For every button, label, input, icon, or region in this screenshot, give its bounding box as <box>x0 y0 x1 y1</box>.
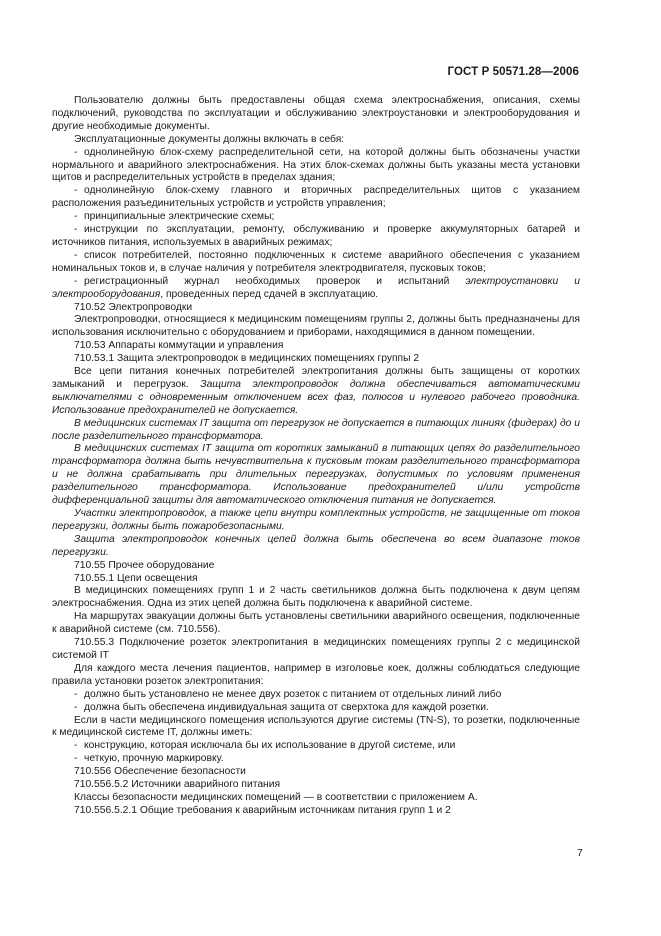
section-heading <box>52 353 580 366</box>
paragraph-text: 710.55.3 Подключение розеток электропитания в медицинских помещениях группы 2 с медицинской системой IT <box>52 637 580 661</box>
paragraph-text: 710.55 Прочее оборудование <box>74 559 215 571</box>
list-item <box>52 740 580 753</box>
paragraph-text: 710.52 Электропроводки <box>74 301 193 313</box>
paragraph-text: Пользователю должны быть предоставлены общая схема электроснабжения, описания, схемы подключений, руководства по эксплуатации и обслуживанию электроустановки и электрооборудования и другие необходимые документы. <box>52 95 580 132</box>
document-body <box>52 95 580 818</box>
paragraph <box>52 611 580 637</box>
list-dash: - <box>74 701 78 713</box>
paragraph-text: регистрационный журнал необходимых проверок и испытаний <box>84 275 466 287</box>
paragraph <box>52 134 580 147</box>
paragraph <box>52 585 580 611</box>
paragraph <box>52 534 580 560</box>
paragraph <box>52 418 580 444</box>
paragraph-text: конструкцию, которая исключала бы их использование в другой системе, или <box>84 740 456 752</box>
list-dash: - <box>74 224 78 236</box>
list-item <box>52 211 580 224</box>
paragraph <box>52 663 580 689</box>
paragraph <box>52 715 580 741</box>
paragraph-text: 710.53.1 Защита электропроводок в медицинских помещениях группы 2 <box>74 353 420 365</box>
list-dash: - <box>74 740 78 752</box>
list-item <box>52 185 580 211</box>
paragraph-text: четкую, прочную маркировку. <box>84 753 224 765</box>
list-item <box>52 276 580 302</box>
italic-text: электроустановки и электрооборудования <box>52 275 580 300</box>
paragraph-tail: , проведенных перед сдачей в эксплуатацию. <box>160 288 379 300</box>
paragraph-text: должна быть обеспечена индивидуальная защита от сверхтока для каждой розетки. <box>84 701 489 713</box>
section-heading <box>52 766 580 779</box>
list-dash: - <box>74 753 78 765</box>
paragraph <box>52 792 580 805</box>
section-heading <box>52 779 580 792</box>
paragraph <box>52 637 580 663</box>
paragraph-text: должно быть установлено не менее двух розеток с питанием от отдельных линий либо <box>84 688 502 700</box>
list-item <box>52 702 580 715</box>
paragraph-text: однолинейную блок-схему главного и вторичных распределительных щитов с указанием расположения разъединительных устройств и устройств управления; <box>52 185 580 210</box>
paragraph <box>52 95 580 134</box>
section-heading <box>52 340 580 353</box>
paragraph-text: Все цепи питания конечных потребителей электропитания должны быть защищены от коротких замыканий и перегрузок. <box>52 366 580 390</box>
standard-header: ГОСТ Р 50571.28—2006 <box>447 66 579 78</box>
paragraph <box>52 443 580 508</box>
list-item <box>52 753 580 766</box>
list-item <box>52 147 580 186</box>
italic-text: В медицинских системах IT защита от коротких замыканий в питающих цепях до разделительного трансформатора должна быть нечувствительна к пусковым токам разделительного трансформатора и не должна срабатывать при длительных перегрузках, допустимых по условиям применения разделительного трансформатора. Использование предохранителей и/или устройств дифференциальной защиты для автоматического отключения питания не допускается. <box>52 443 580 507</box>
list-dash: - <box>74 249 78 261</box>
paragraph <box>52 314 580 340</box>
paragraph-text: принципиальные электрические схемы; <box>84 211 275 223</box>
paragraph-text: На маршрутах эвакуации должны быть установлены светильники аварийного освещения, подключенные к аварийной системе (см. 710.556). <box>52 611 580 636</box>
paragraph-text: 710.556.5.2 Источники аварийного питания <box>74 779 281 791</box>
paragraph-text: Для каждого места лечения пациентов, например в изголовье коек, должны соблюдаться следующие правила установки розеток электропитания: <box>52 662 580 687</box>
list-dash: - <box>74 275 78 287</box>
list-dash: - <box>74 185 78 197</box>
italic-text: Защита электропроводок должна обеспечиваться автоматическими выключателями с одновременным отключением всех фаз, полюсов и нулевого рабочего проводника. Использование предохранителей не допускается. <box>52 378 580 416</box>
paragraph-text: инструкции по эксплуатации, ремонту, обслуживанию и проверке аккумуляторных батарей и источников питания, используемых в аварийных режимах; <box>52 224 580 248</box>
section-heading <box>52 560 580 573</box>
italic-text: Участки электропроводок, а также цепи внутри комплектных устройств, не защищенные от токов перегрузки, должны быть пожаробезопасными. <box>52 508 580 532</box>
list-dash: - <box>74 688 78 700</box>
paragraph-text: Классы безопасности медицинских помещений — в соответствии с приложением А. <box>74 791 478 803</box>
list-item <box>52 250 580 276</box>
list-item <box>52 689 580 702</box>
paragraph-text: 710.556 Обеспечение безопасности <box>74 766 246 778</box>
paragraph-text: однолинейную блок-схему распределительной сети, на которой должны быть обозначены участки нормального и аварийного электроснабжения. На этих блок-схемах должны быть указаны места установки щитов и распределительных устройств в пределах здания; <box>52 146 580 184</box>
list-dash: - <box>74 211 78 223</box>
italic-text: В медицинских системах IT защита от перегрузок не допускается в питающих линиях (фидерах) до и после разделительного трансформатора. <box>52 417 580 442</box>
paragraph-text: список потребителей, постоянно подключенных к системе аварийного обеспечения с указанием номинальных токов и, в случае наличия у потребителя электродвигателя, пусковых токов; <box>52 249 580 274</box>
paragraph <box>52 366 580 418</box>
paragraph-text: В медицинских помещениях групп 1 и 2 часть светильников должна быть подключена к двум цепям электроснабжения. Одна из этих цепей должна быть подключена к аварийной системе. <box>52 585 580 610</box>
paragraph <box>52 508 580 534</box>
paragraph-text: 710.55.1 Цепи освещения <box>74 572 198 584</box>
section-heading <box>52 805 580 818</box>
section-heading <box>52 573 580 586</box>
paragraph-text: Эксплуатационные документы должны включать в себя: <box>74 133 345 145</box>
page-number: 7 <box>577 847 583 859</box>
list-dash: - <box>74 146 78 158</box>
section-heading <box>52 302 580 315</box>
italic-text: Защита электропроводок конечных цепей должна быть обеспечена во всем диапазоне токов перегрузки. <box>52 533 580 558</box>
paragraph-text: 710.556.5.2.1 Общие требования к аварийным источникам питания групп 1 и 2 <box>74 804 451 816</box>
paragraph-text: Электропроводки, относящиеся к медицинским помещениям группы 2, должны быть предназначены для использования исключительно с оборудованием и приборами, находящимися в данном помещении. <box>52 314 580 339</box>
list-item <box>52 224 580 250</box>
paragraph-text: 710.53 Аппараты коммутации и управления <box>74 340 284 352</box>
paragraph-text: Если в части медицинского помещения используются другие системы (TN-S), то розетки, подключенные к медицинской системе IT, должны иметь: <box>52 714 580 739</box>
